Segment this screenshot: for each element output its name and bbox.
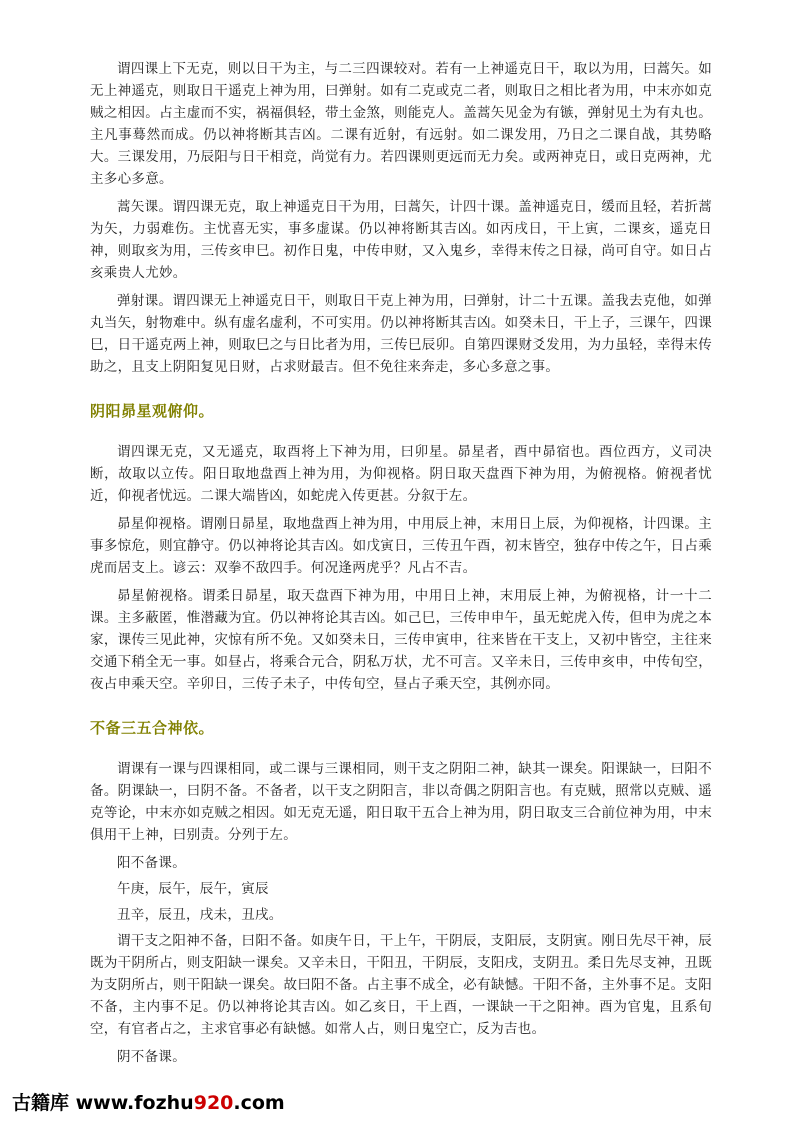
watermark-text-suffix: .com	[233, 1092, 285, 1114]
chart-line: 丑辛，辰丑，戌未，丑戌。	[117, 907, 283, 923]
paragraph: 谓四课上下无克，则以日干为主，与二三四课较对。若有一上神遥克日干，取以为用，曰蒿矢。如无上神遥克，则取日干遥克上神为用，曰弹射。如有二克或克二者，则取日之相比者为用，中末亦如克贼之相因。占主虚而不实，祸福俱轻，带土金煞，则能克人。盖蒿矢见金为有镞，弹射见土为有丸也。主凡事蓦然而成。仍以神将断其吉凶。二课有近射，有远射。如二课发用，乃日之二课自战，其势略大。三课发用，乃辰阳与日干相竞，尚觉有力。若四课则更远而无力矣。或两神克日，或日克两神，尤主多心多意。	[90, 61, 712, 187]
site-watermark	[12, 1088, 285, 1115]
document-body	[90, 58, 712, 1072]
watermark-text-prefix: 古籍库 www.fozhu	[12, 1092, 194, 1114]
paragraph: 谓四课无克，又无遥克，取酉将上下神为用，曰卯星。昴星者，酉中昴宿也。酉位西方，义司决断，故取以立传。阳日取地盘酉上神为用，为仰视格。阴日取天盘酉下神为用，为俯视格。俯视者忧近，仰视者忧远。二课大端皆凶，如蛇虎入传更甚。分叙于左。	[90, 444, 712, 504]
paragraph: 昴星俯视格。谓柔日昴星，取天盘酉下神为用，中用日上神，末用辰上神，为俯视格，计一十二课。主多蔽匿，惟潜藏为宜。仍以神将论其吉凶。如己巳，三传申申午，虽无蛇虎入传，但申为虎之本家，课传三见此神，灾惊有所不免。又如癸未日，三传申寅申，往来皆在干支上，又初中皆空，主往来交通下稍全无一事。如昼占，将乘合元合，阴私万状，尤不可言。又辛未日，三传申亥申，中传旬空，夜占申乘天空。辛卯日，三传子未子，中传旬空，昼占子乘天空，其例亦同。	[90, 588, 712, 692]
paragraph: 昴星仰视格。谓刚日昴星，取地盘酉上神为用，中用辰上神，末用日上辰，为仰视格，计四课。主事多惊危，则宜静守。仍以神将论其吉凶。如戊寅日，三传丑午酉，初末皆空，独存中传之午，日占乘虎而居支上。谚云：双拳不敌四手。何况逢两虎乎？凡占不吉。	[90, 516, 712, 576]
paragraph: 蒿矢课。谓四课无克，取上神遥克日干为用，曰蒿矢，计四十课。盖神遥克日，缓而且轻，若折蒿为矢，力弱难伤。主忧喜无实，事多虚谋。仍以神将断其吉凶。如丙戌日，干上寅，二课亥，遥克日神，则取亥为用，三传亥申巳。初作日鬼，中传申财，又入鬼乡，幸得末传之日禄，尚可自守。如日占亥乘贵人尤妙。	[90, 199, 712, 281]
subheading-line: 阴不备课。	[117, 1049, 186, 1065]
watermark-text-accent: 920	[193, 1092, 234, 1114]
section-heading: 不备三五合神依。	[90, 719, 215, 737]
section-heading: 阴阳昴星观俯仰。	[90, 402, 215, 420]
chart-line: 午庚，辰午，辰午，寅辰	[117, 881, 269, 897]
subheading-line: 阳不备课。	[117, 855, 186, 871]
paragraph: 谓干支之阳神不备，曰阳不备。如庚午日，干上午，干阴辰，支阳辰，支阴寅。刚日先尽干神，辰既为干阴所占，则支阳缺一课矣。又辛未日，干阳丑，干阴辰，支阳戌，支阴丑。柔日先尽支神，丑既为支阴所占，则干阳缺一课矣。故曰阳不备。占主事不成全，必有缺憾。干阳不备，主外事不足。支阳不备，主内事不足。仍以神将论其吉凶。如乙亥日，干上酉，一课缺一干之阳神。酉为官鬼，且系旬空，有官者占之，主求官事必有缺憾。如常人占，则日鬼空亡，反为吉也。	[90, 933, 712, 1037]
paragraph: 弹射课。谓四课无上神遥克日干，则取日干克上神为用，曰弹射，计二十五课。盖我去克他，如弹丸当矢，射物难中。纵有虚名虚利，不可实用。仍以神将断其吉凶。如癸未日，干上子，三课午，四课巳，日干遥克两上神，则取巳之与日比者为用，三传巳辰卯。自第四课财爻发用，为力虽轻，幸得末传助之，且支上阴阳复见日财，占求财最吉。但不免往来奔走，多心多意之事。	[90, 293, 712, 375]
paragraph: 谓课有一课与四课相同，或二课与三课相同，则干支之阴阳二神，缺其一课矣。阳课缺一，曰阳不备。阴课缺一，曰阴不备。不备者，以干支之阴阳言，非以奇偶之阴阳言也。有克贼，照常以克贼、遥克等论，中末亦如克贼之相因。如无克无遥，阳日取干五合上神为用，阴日取支三合前位神为用，中末俱用干上神，曰别责。分列于左。	[90, 761, 712, 843]
